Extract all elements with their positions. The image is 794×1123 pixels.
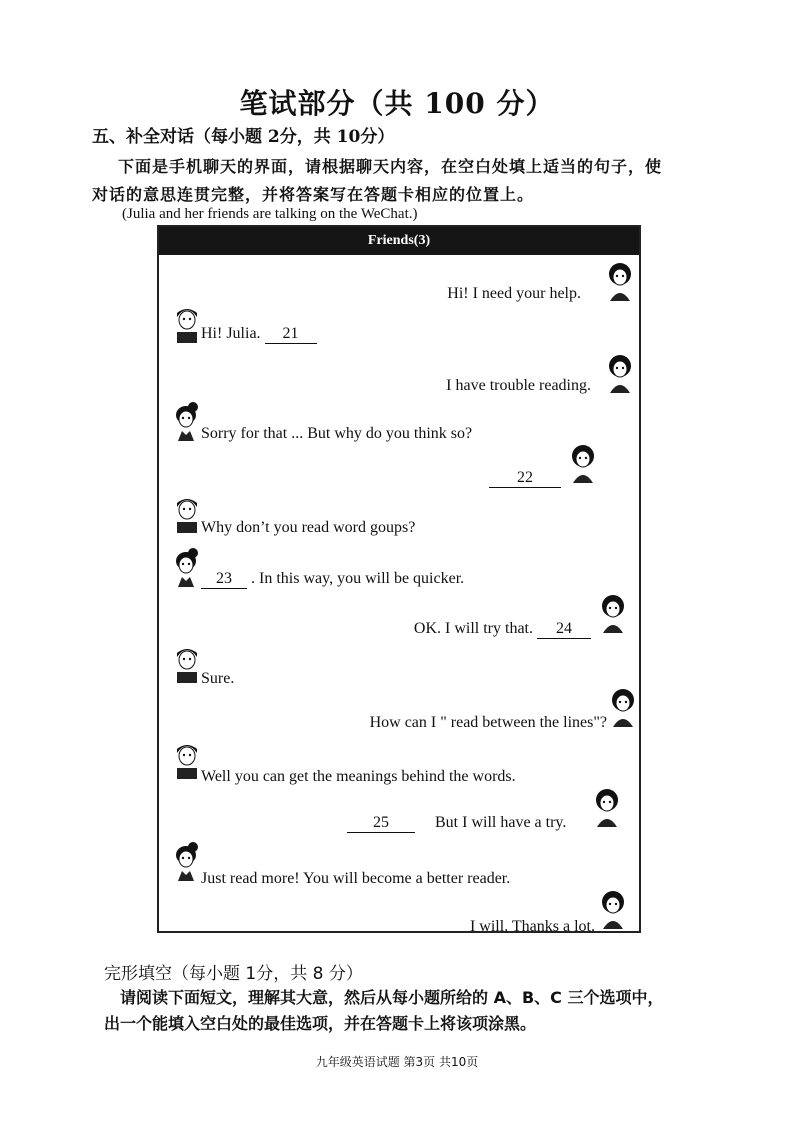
message-text: But I will have a try. <box>435 814 567 831</box>
chat-window <box>157 225 641 933</box>
message-julia-7: I will. Thanks a lot. <box>469 918 595 935</box>
friend-boy-avatar-icon <box>173 739 201 779</box>
answer-blank-21: 21 <box>265 325 317 344</box>
message-julia-4 <box>414 620 591 639</box>
julia-avatar-icon <box>593 787 621 827</box>
answer-blank-24: 24 <box>537 620 591 639</box>
message-julia-2: I have trouble reading. <box>446 377 591 394</box>
section-5-instruction-line-1: 下面是手机聊天的界面，请根据聊天内容，在空白处填上适当的句子，使 <box>118 157 663 176</box>
friend-boy-avatar-icon <box>173 303 201 343</box>
message-text: . In this way, you will be quicker. <box>251 570 465 587</box>
friend-boy-avatar-icon <box>173 493 201 533</box>
message-friend-2: Sorry for that ... But why do you think so? <box>201 425 473 442</box>
message-julia-6 <box>347 814 566 833</box>
answer-blank-22: 22 <box>489 469 561 488</box>
julia-avatar-icon <box>569 443 597 483</box>
section-5-heading: 五、补全对话（每小题 2分，共 10分） <box>92 127 395 147</box>
dialogue-context: (Julia and her friends are talking on the WeChat.) <box>122 206 418 222</box>
message-friend-3: Why don’t you read word goups? <box>201 519 416 536</box>
julia-avatar-icon <box>606 261 634 301</box>
julia-avatar-icon <box>599 889 627 929</box>
message-text: OK. I will try that. <box>413 620 533 637</box>
friend-girl-avatar-icon <box>173 401 201 441</box>
julia-avatar-icon <box>606 353 634 393</box>
friend-girl-avatar-icon <box>173 547 201 587</box>
message-julia-5: How can I " read between the lines"? <box>369 714 607 731</box>
answer-blank-23: 23 <box>201 570 247 589</box>
message-friend-4 <box>201 570 464 589</box>
message-friend-7: Just read more! You will become a better reader. <box>201 870 511 887</box>
message-friend-5: Sure. <box>201 670 235 687</box>
section-5-instruction-line-2: 对话的意思连贯完整，并将答案写在答题卡相应的位置上。 <box>92 185 535 204</box>
friend-boy-avatar-icon <box>173 643 201 683</box>
answer-blank-25: 25 <box>347 814 415 833</box>
section-6-heading: 完形填空（每小题 1分，共 8 分） <box>104 964 363 984</box>
section-6-instruction-line-2: 出一个能填入空白处的最佳选项，并在答题卡上将该项涂黑。 <box>104 1014 537 1033</box>
page-title: 笔试部分（共 100 分） <box>239 87 555 120</box>
message-friend-1 <box>201 325 317 344</box>
message-julia-1: Hi! I need your help. <box>447 285 581 302</box>
section-6-instruction-line-1: 请阅读下面短文，理解其大意，然后从每小题所给的 A、B、C 三个选项中， <box>120 988 664 1007</box>
message-julia-3 <box>489 469 561 488</box>
friend-girl-avatar-icon <box>173 841 201 881</box>
julia-avatar-icon <box>609 687 637 727</box>
chat-header: Friends(3) <box>159 227 639 255</box>
julia-avatar-icon <box>599 593 627 633</box>
message-friend-6: Well you can get the meanings behind the words. <box>201 768 516 785</box>
message-text: Hi! Julia. <box>201 325 261 342</box>
page-footer: 九年级英语试题 第3页 共10页 <box>315 1055 479 1069</box>
